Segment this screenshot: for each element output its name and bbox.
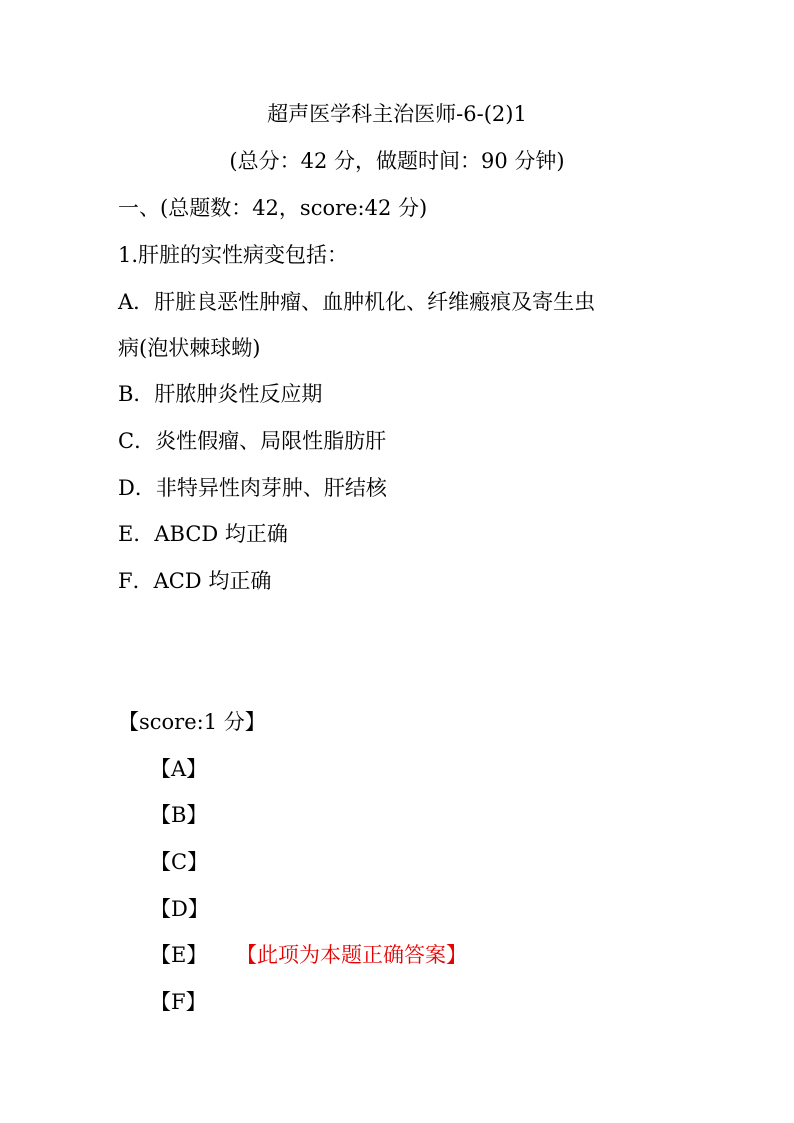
document-subtitle: (总分：42 分，做题时间：90 分钟) [229, 149, 565, 173]
option-e: E．ABCD 均正确 [118, 522, 288, 546]
option-d: D．非特异性肉芽肿、肝结核 [118, 476, 387, 500]
score-label: 【score:1 分】 [118, 710, 266, 734]
answer-choice-f: 【F】 [150, 990, 207, 1014]
option-f: F．ACD 均正确 [118, 569, 272, 593]
option-b: B．肝脓肿炎性反应期 [118, 382, 323, 406]
section-header: 一、(总题数：42，score:42 分) [118, 196, 428, 220]
option-a-line2: 病(泡状棘球蚴) [118, 336, 261, 360]
answer-choice-d: 【D】 [150, 897, 209, 921]
document-title: 超声医学科主治医师-6-(2)1 [267, 102, 527, 126]
answer-choice-e: 【E】 [150, 943, 208, 967]
option-a-line1: A．肝脏良恶性肿瘤、血肿机化、纤维瘢痕及寄生虫 [118, 290, 596, 314]
option-c: C．炎性假瘤、局限性脂肪肝 [118, 429, 387, 453]
question-stem: 1.肝脏的实性病变包括： [118, 243, 349, 267]
correct-answer-note: 【此项为本题正确答案】 [236, 943, 467, 967]
answer-choice-a: 【A】 [150, 757, 208, 781]
answer-choice-c: 【C】 [150, 850, 209, 874]
answer-choice-b: 【B】 [150, 803, 208, 827]
